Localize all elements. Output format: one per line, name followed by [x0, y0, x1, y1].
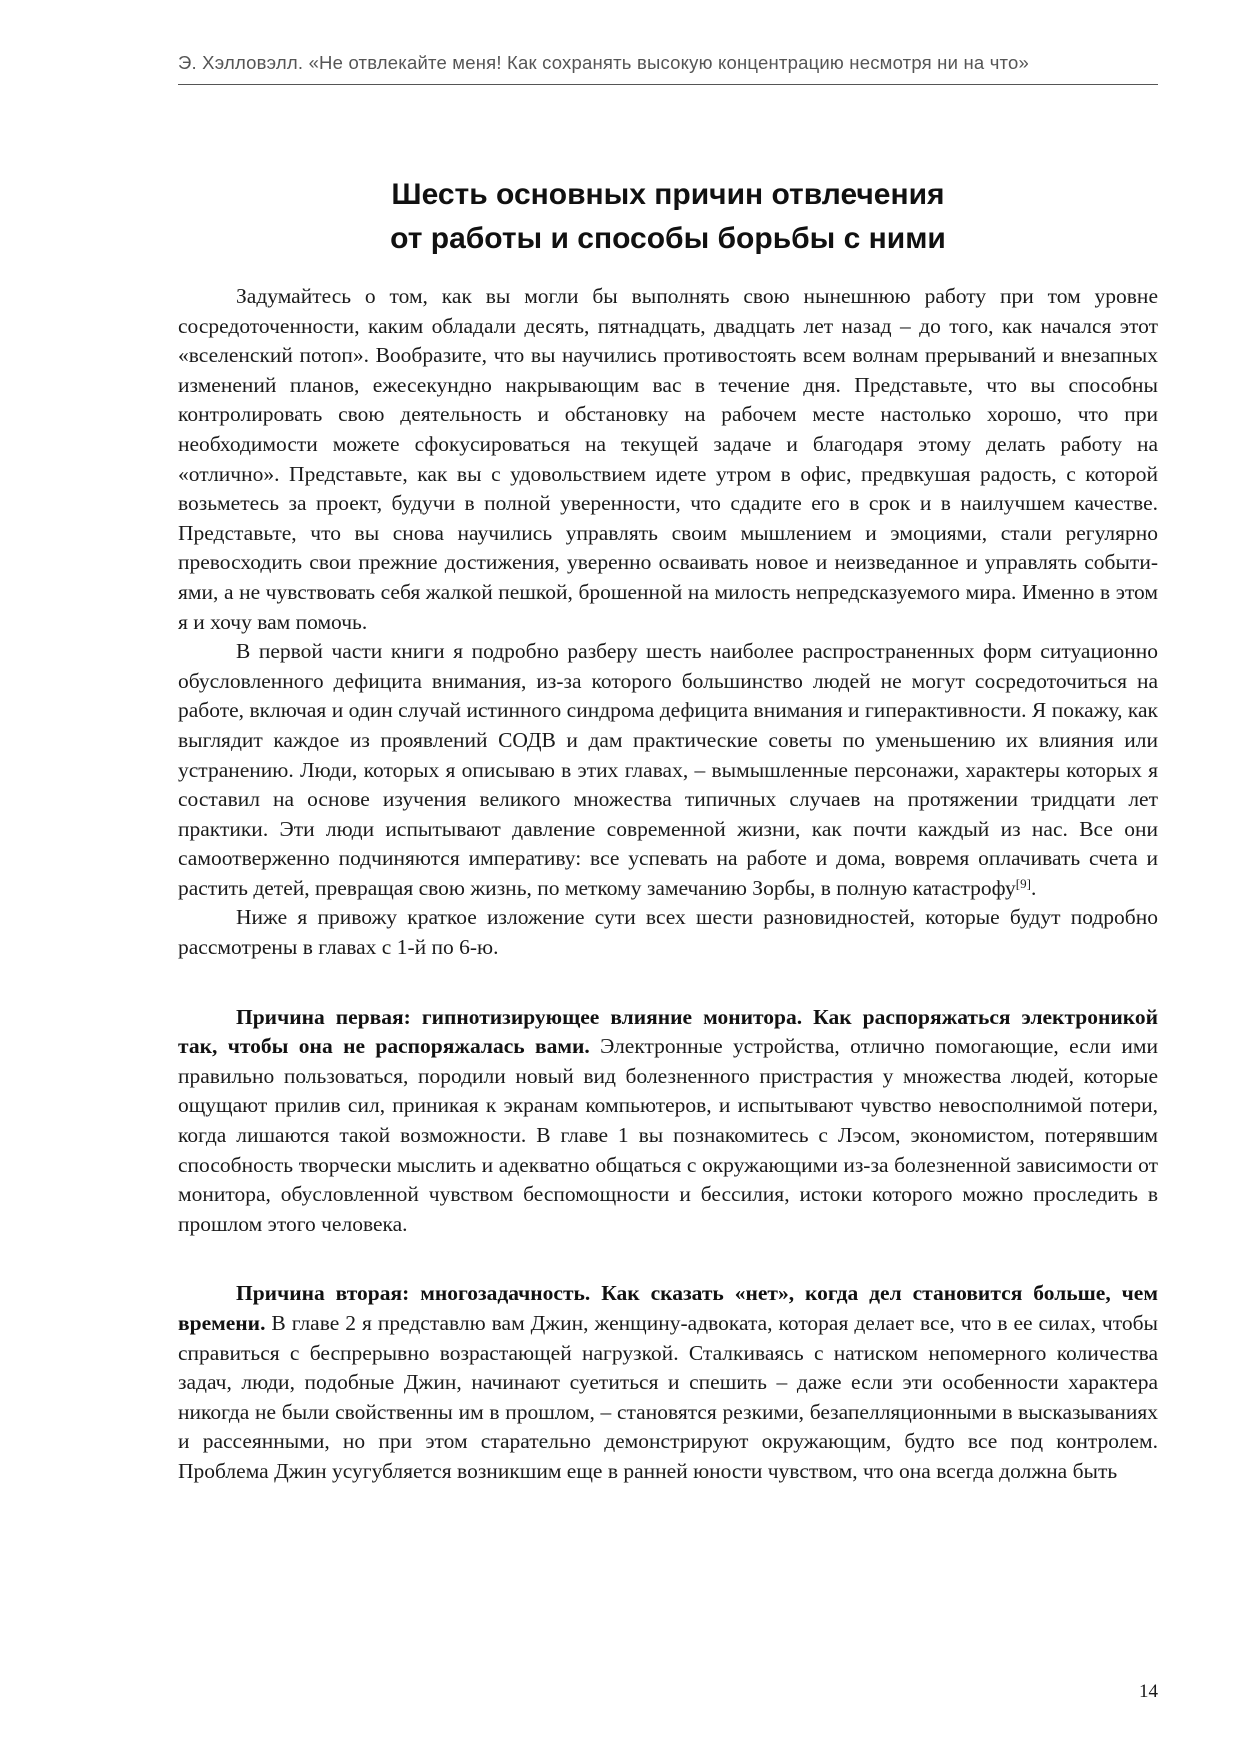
paragraph-intro: [178, 282, 1158, 637]
footnote-reference[interactable]: [9]: [1015, 875, 1031, 891]
paragraph-summary: [178, 903, 1158, 962]
running-header: Э. Хэлловэлл. «Не отвлекайте меня! Как сохранять высокую концентрацию несмотря ни на что»: [178, 52, 1029, 73]
paragraph-cause-two: [178, 1279, 1158, 1486]
cause-two-text: В главе 2 я представлю вам Джин, женщину-адвоката, которая делает все, что в ее силах, чтобы справиться с беспрерывно возрастающей нагрузкой. Сталкиваясь с натиском непомерного количества задач, люди, подобные Джин, начинают суетиться и спешить – даже если эти особенности характера никогда не были свойственны им в прошлом, – становятся резкими, безапелляционными в высказываниях и рассеянными, но при этом старательно демонстрируют окружающим, будто все под контролем. Проблема Джин усугубляется возникшим еще в ранней юности чувством, что она всегда должна быть: [178, 1311, 1158, 1483]
header-divider: [178, 84, 1158, 85]
paragraph-intro-text: Задумайтесь о том, как вы могли бы выполнять свою нынешнюю работу при том уровне сосредоточенности, каким обладали десять, пятнадцать, двадцать лет назад – до того, как начался этот «вселенский потоп». Вообразите, что вы научились противостоять всем волнам прерываний и внезапных изменений планов, ежесекундно накрывающим вас в течение дня. Представьте, что вы способны контролировать свою деятельность и обстановку на рабочем месте настолько хорошо, что при необходимости можете сфокусироваться на текущей задаче и благодаря этому делать работу на «отлично». Представьте, как вы с удовольствием идете утром в офис, предвкушая радость, с которой возьметесь за проект, будучи в полной уверенности, что сдадите его в срок и в наилучшем качестве. Представьте, что вы снова научились управлять своим мышлением и эмоциями, стали регулярно превосходить свои прежние достижения, уверенно осваивать новое и неизведанное и управлять событиями, а не чувствовать себя жалкой пешкой, брошенной на милость непредсказуемого мира. Именно в этом я и хочу вам помочь.: [178, 284, 1158, 634]
cause-one-heading: Причина первая: гипнотизирующее влияние монитора. Как распоряжаться электроникой так, чтобы она не распоряжалась вами.: [178, 1004, 1158, 1059]
cause-one-text: Электронные устройства, отлично помогающие, если ими правильно пользоваться, породили новый вид болезненного пристрастия у множества людей, которые ощущают прилив сил, приникая к экранам компьютеров, и испытывают чувство невосполнимой потери, когда лишаются такой возможности. В главе 1 вы познакомитесь с Лэсом, экономистом, потерявшим способность творчески мыслить и адекватно общаться с окружающими из-за болезненной зависимости от монитора, обусловленной чувством беспомощности и бессилия, истоки которого можно проследить в прошлом этого человека.: [178, 1034, 1158, 1236]
paragraph-part-one: [178, 637, 1158, 903]
chapter-title-line-2: от работы и способы борьбы с ними: [390, 222, 946, 255]
chapter-title-line-1: Шесть основных причин отвлечения: [391, 178, 945, 211]
paragraph-part-one-end: .: [1030, 875, 1037, 900]
paragraph-part-one-text: В первой части книги я подробно разберу шесть наиболее распространенных форм ситуационно обусловленного дефицита внимания, из-за которого большинство людей не могут сосредоточиться на работе, включая и один случай истинного синдрома дефицита внимания и гиперактивности. Я покажу, как выглядит каждое из проявлений СОДВ и дам практические советы по уменьшению их влияния или устранению. Люди, которых я описываю в этих главах, – вымышленные персонажи, характеры которых я составил на основе изучения великого множества типичных случаев на протяжении тридцати лет практики. Эти люди испытывают давление современной жизни, как почти каждый из нас. Все они самоотверженно подчиняются императиву: все успевать на работе и дома, вовремя оплачивать счета и растить детей, превращая свою жизнь, по меткому замечанию Зорбы, в полную катастрофу: [178, 639, 1158, 900]
page-number: 14: [1139, 1681, 1158, 1702]
paragraph-summary-text: Ниже я привожу краткое изложение сути всех шести разновидностей, которые будут подробно рассмотрены в главах с 1-й по 6-ю.: [178, 905, 1158, 960]
chapter-title: [178, 173, 1158, 261]
cause-two-heading: Причина вторая: многозадачность. Как сказать «нет», когда дел становится больше, чем времени.: [178, 1281, 1158, 1335]
paragraph-cause-one: [178, 1003, 1158, 1240]
body-text: [178, 282, 1158, 1487]
